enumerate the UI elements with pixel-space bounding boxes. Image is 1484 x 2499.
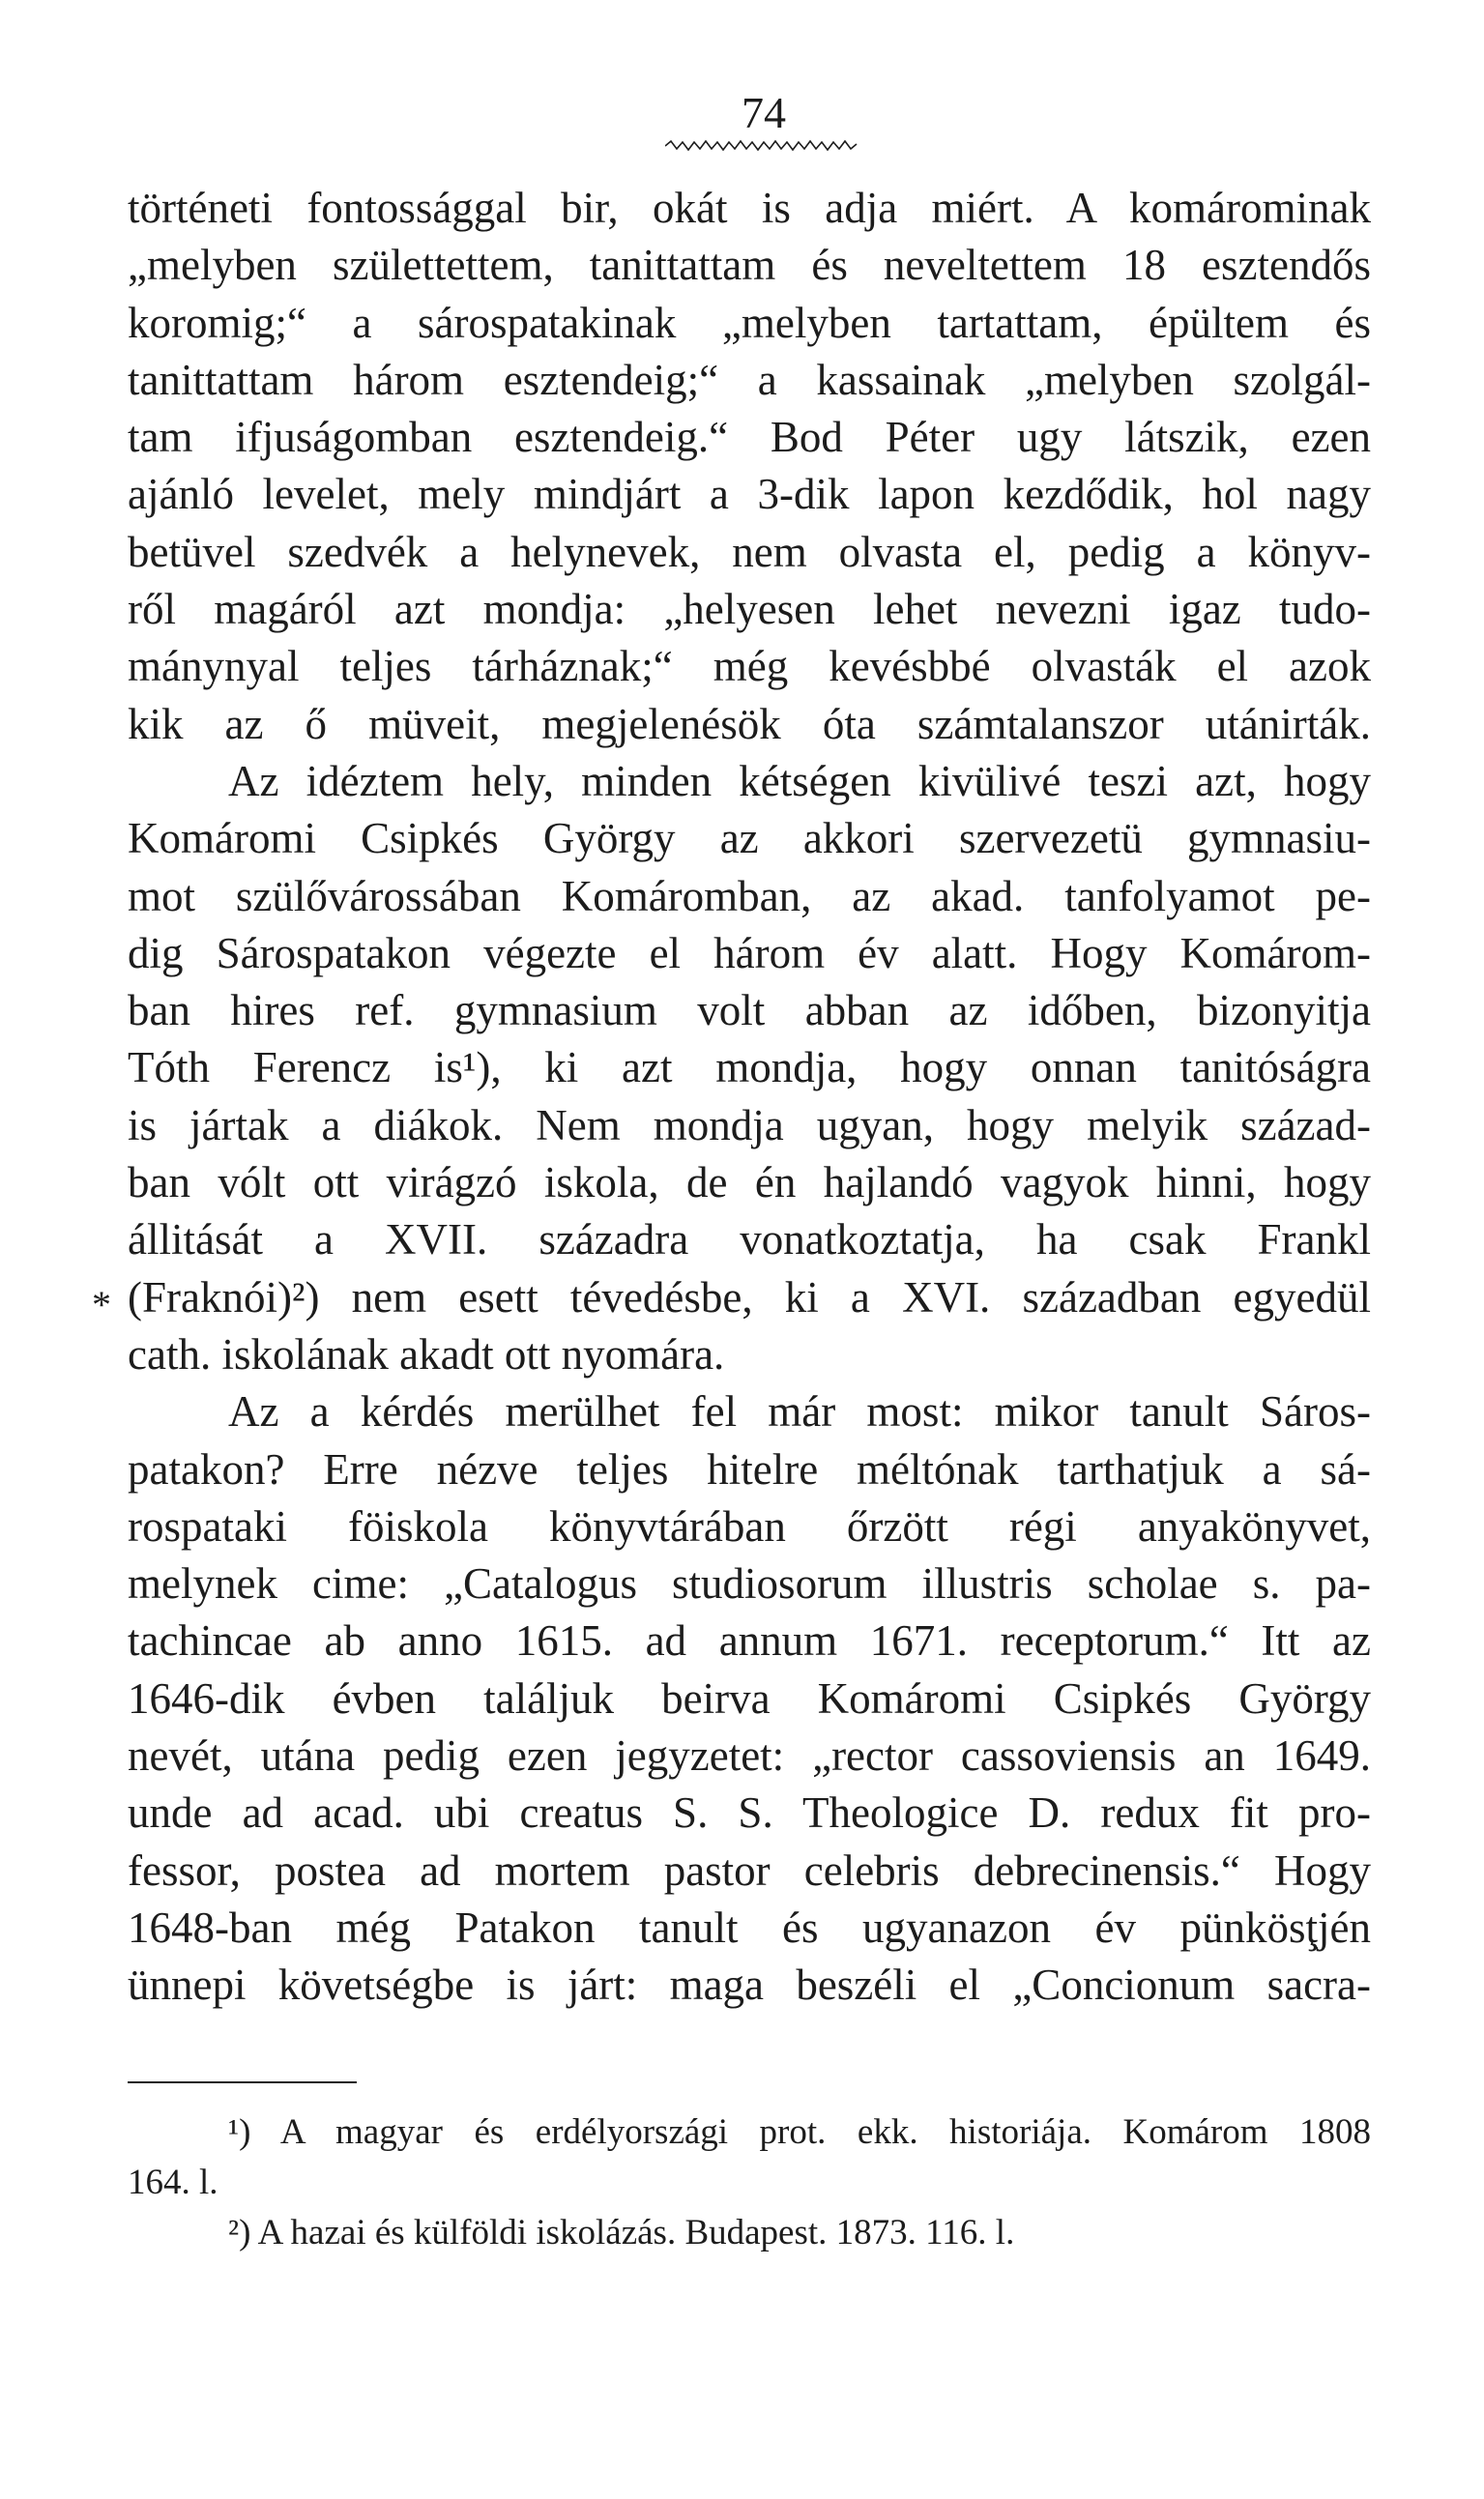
text-line: betüvel szedvék a helynevek, nem olvasta el, pedig a könyv-: [128, 527, 1371, 576]
footnotes: [128, 2107, 1371, 2258]
text-line: (Fraknói)²) nem esett tévedésbe, ki a XVI. században egyedül: [128, 1272, 1371, 1322]
text-line: „melyben születtettem, tanittattam és neveltettem 18 esztendős: [128, 241, 1371, 290]
text-line: Komáromi Csipkés György az akkori szervezetü gymnasiu-: [128, 814, 1371, 863]
text-line: 1646-dik évben találjuk beirva Komáromi Csipkés György: [128, 1673, 1371, 1723]
footnote-divider: [128, 2081, 357, 2083]
footnote-line: ¹) A magyar és erdélyországi prot. ekk. historiája. Komárom 1808: [228, 2112, 1371, 2152]
body-text: [128, 180, 1371, 2015]
text-line: melynek cime: „Catalogus studiosorum illustris scholae s. pa-: [128, 1559, 1371, 1609]
text-line: Az a kérdés merülhet fel már most: mikor tanult Sáros-: [228, 1387, 1371, 1437]
text-line: koromig;“ a sárospatakinak „melyben tartattam, épültem és: [128, 298, 1371, 347]
text-line: cath. iskolának akadt ott nyomára.: [128, 1329, 725, 1379]
text-line: tachincae ab anno 1615. ad annum 1671. receptorum.“ Itt az: [128, 1616, 1371, 1666]
text-line: ban vólt ott virágzó iskola, de én hajlandó vagyok hinni, hogy: [128, 1158, 1371, 1207]
text-line: unde ad acad. ubi creatus S. S. Theologice D. redux fit pro-: [128, 1788, 1371, 1838]
footnote-line: ²) A hazai és külföldi iskolázás. Budapest. 1873. 116. l.: [228, 2213, 1015, 2252]
footnote-line: 164. l.: [128, 2163, 218, 2202]
text-line: tam ifjuságomban esztendeig.“ Bod Péter ugy látszik, ezen: [128, 413, 1371, 462]
text-line: történeti fontossággal bir, okát is adja miért. A komárominak: [128, 184, 1371, 232]
text-line: Tóth Ferencz is¹), ki azt mondja, hogy onnan tanitóságra: [128, 1043, 1371, 1092]
text-line: mot szülővárossában Komáromban, az akad. tanfolyamot pe-: [128, 871, 1371, 920]
text-line: állitását a XVII. századra vonatkoztatja, ha csak Frankl: [128, 1215, 1371, 1264]
page-number-ornament: [665, 139, 858, 153]
text-line: fessor, postea ad mortem pastor celebris debrecinensis.“ Hogy: [128, 1845, 1371, 1895]
page-number: 74: [742, 88, 786, 137]
text-line: patakon? Erre nézve teljes hitelre méltónak tarthatjuk a sá-: [128, 1444, 1371, 1494]
text-line: ban hires ref. gymnasium volt abban az időben, bizonyitja: [128, 986, 1371, 1035]
margin-mark: *: [92, 1283, 111, 1326]
text-line: dig Sárospatakon végezte el három év alatt. Hogy Komárom-: [128, 928, 1371, 977]
text-line: ünnepi követségbe is járt: maga beszéli el „Concionum sacra-: [128, 1961, 1371, 2010]
text-line: 1648-ban még Patakon tanult és ugyanazon év pünkösţjén: [128, 1903, 1371, 1952]
text-line: Az idéztem hely, minden kétségen kivülivé teszi azt, hogy: [228, 756, 1371, 805]
text-line: tanittattam három esztendeig;“ a kassainak „melyben szolgál-: [128, 355, 1371, 404]
text-line: ajánló levelet, mely mindjárt a 3-dik lapon kezdődik, hol nagy: [128, 470, 1371, 519]
text-line: mánynyal teljes tárháznak;“ még kevésbbé olvasták el azok: [128, 642, 1371, 691]
text-line: is jártak a diákok. Nem mondja ugyan, hogy melyik század-: [128, 1100, 1371, 1149]
text-line: rospataki föiskola könyvtárában őrzött régi anyakönyvet,: [128, 1501, 1371, 1551]
text-line: ről magáról azt mondja: „helyesen lehet nevezni igaz tudo-: [128, 585, 1371, 634]
text-line: kik az ő müveit, megjelenésök óta számtalanszor utánirták.: [128, 699, 1371, 748]
text-line: nevét, utána pedig ezen jegyzetet: „rector cassoviensis an 1649.: [128, 1731, 1371, 1781]
